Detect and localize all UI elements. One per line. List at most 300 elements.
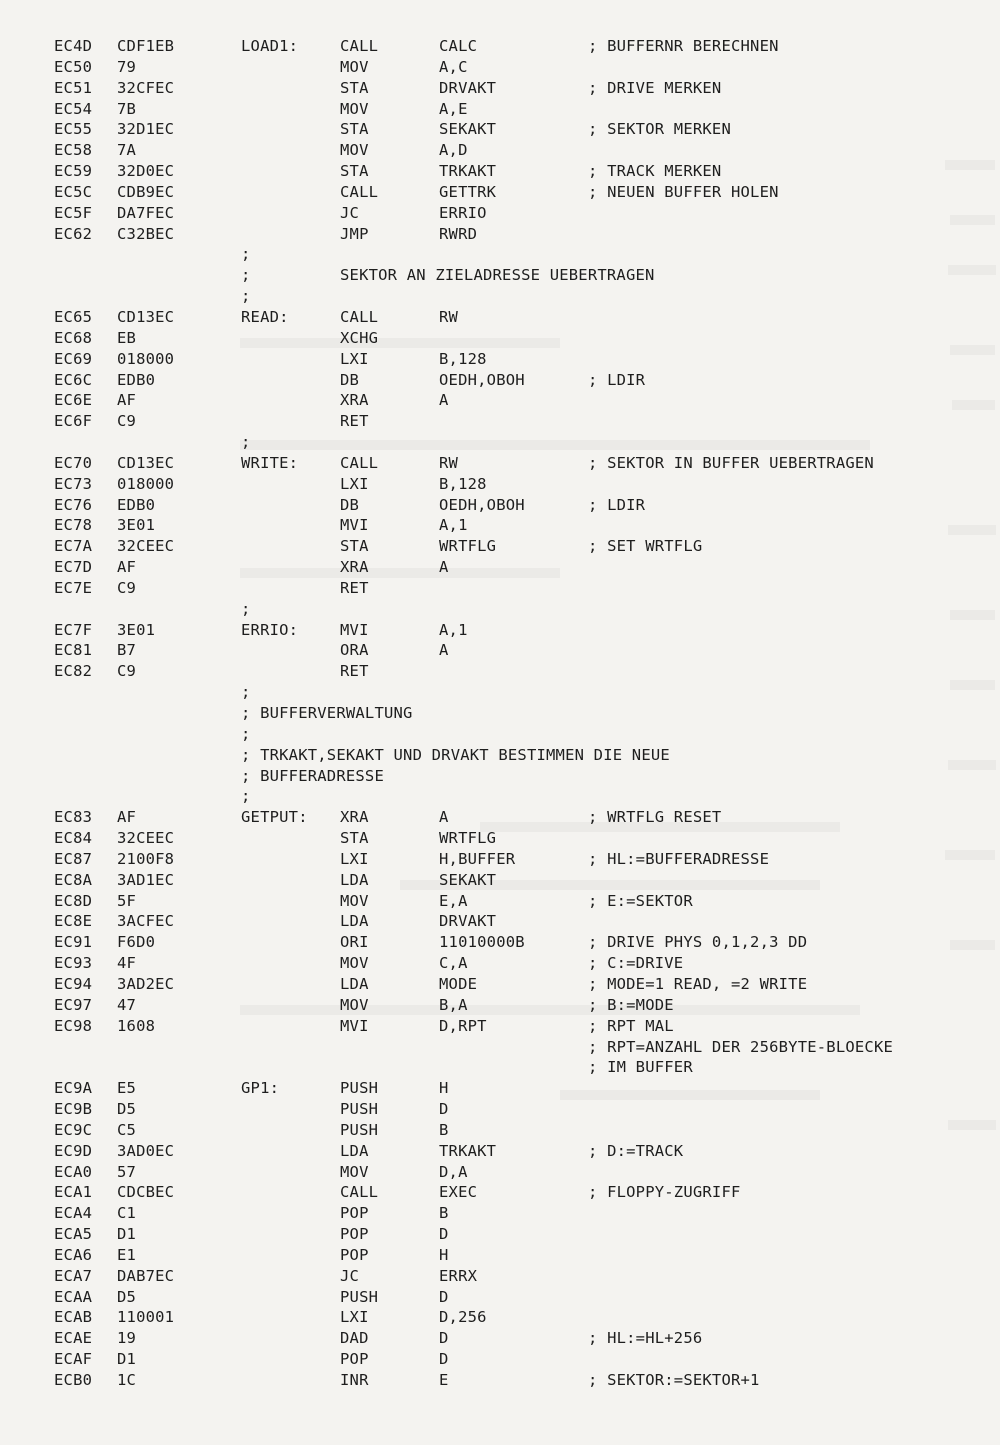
listing-line (0, 161, 1000, 182)
listing-line (0, 911, 1000, 932)
mnemonic: XRA (340, 391, 369, 410)
mnemonic: MOV (340, 891, 369, 910)
operand: B,128 (439, 474, 487, 493)
comment: ; SEKTOR MERKEN (588, 120, 731, 139)
listing-line (0, 1078, 1000, 1099)
operand: A,D (439, 141, 468, 160)
operand: ERRX (439, 1266, 478, 1285)
label: ; (241, 787, 251, 806)
machine-code: 3AD2EC (117, 974, 175, 993)
mnemonic: LDA (340, 1141, 369, 1160)
operand: OEDH,OBOH (439, 370, 525, 389)
listing-line (0, 119, 1000, 140)
listing-line (0, 1287, 1000, 1308)
listing-line (0, 828, 1000, 849)
address: EC87 (54, 849, 93, 868)
address: EC83 (54, 808, 93, 827)
operand: D (439, 1329, 449, 1348)
address: ECA4 (54, 1204, 93, 1223)
label: ; BUFFERADRESSE (241, 766, 384, 785)
machine-code: DA7FEC (117, 203, 175, 222)
label: ; BUFFERVERWALTUNG (241, 704, 413, 722)
mnemonic: ORI (340, 933, 369, 952)
address: ECAE (54, 1329, 93, 1348)
operand: D,256 (439, 1308, 487, 1327)
address: EC50 (54, 57, 93, 76)
address: EC9B (54, 1100, 93, 1119)
machine-code: D1 (117, 1350, 137, 1369)
mnemonic: STA (340, 120, 369, 139)
listing-line (0, 1203, 1000, 1224)
operand: TRKAKT (439, 162, 497, 181)
comment: ; D:=TRACK (588, 1141, 684, 1160)
machine-code: C9 (117, 412, 137, 431)
listing-line (0, 620, 1000, 641)
address: EC8E (54, 912, 93, 931)
address: EC9C (54, 1120, 93, 1139)
mnemonic: CALL (340, 182, 379, 201)
listing-line (0, 370, 1000, 391)
address: EC59 (54, 162, 93, 181)
label: ; (241, 683, 251, 702)
address: EC73 (54, 474, 93, 493)
mnemonic: RET (340, 662, 369, 681)
operand: SEKAKT (439, 870, 497, 889)
listing-line (0, 891, 1000, 912)
operand: A,1 (439, 620, 468, 639)
machine-code: 7A (117, 141, 137, 160)
comment: ; RPT=ANZAHL DER 256BYTE-BLOECKE (588, 1037, 894, 1056)
mnemonic: CALL (340, 37, 379, 55)
mnemonic: RET (340, 412, 369, 431)
machine-code: D1 (117, 1225, 137, 1244)
address: EC76 (54, 495, 93, 514)
address: EC7D (54, 558, 93, 577)
listing-line (0, 599, 1000, 620)
mnemonic: MVI (340, 516, 369, 535)
operand: A (439, 391, 449, 410)
listing-line (0, 1182, 1000, 1203)
machine-code: B7 (117, 641, 137, 660)
mnemonic: LDA (340, 974, 369, 993)
listing-line (0, 578, 1000, 599)
address: EC7E (54, 578, 93, 597)
comment: ; DRIVE MERKEN (588, 78, 722, 97)
listing-line (0, 265, 1000, 286)
comment: ; SET WRTFLG (588, 537, 703, 556)
listing-line (0, 140, 1000, 161)
mnemonic: POP (340, 1204, 369, 1223)
address: ECA6 (54, 1245, 93, 1264)
listing-line (0, 182, 1000, 203)
address: EC81 (54, 641, 93, 660)
mnemonic: PUSH (340, 1120, 379, 1139)
assembly-listing (0, 36, 1000, 1391)
label: GETPUT: (241, 808, 308, 827)
machine-code: 3E01 (117, 516, 156, 535)
mnemonic: RET (340, 578, 369, 597)
address: ECA1 (54, 1183, 93, 1202)
mnemonic: MOV (340, 995, 369, 1014)
machine-code: 32CFEC (117, 78, 175, 97)
machine-code: C32BEC (117, 224, 175, 243)
address: EC68 (54, 328, 93, 347)
address: EC70 (54, 453, 93, 472)
operand: DRVAKT (439, 78, 497, 97)
listing-line (0, 1037, 1000, 1058)
label: ; (241, 266, 251, 285)
listing-line (0, 411, 1000, 432)
mnemonic: LXI (340, 349, 369, 368)
listing-line (0, 203, 1000, 224)
machine-code: 3AD0EC (117, 1141, 175, 1160)
address: ECB0 (54, 1371, 93, 1389)
comment: ; LDIR (588, 495, 646, 514)
address: EC9A (54, 1079, 93, 1098)
listing-line (0, 1349, 1000, 1370)
label: READ: (241, 307, 289, 326)
operand: 11010000B (439, 933, 525, 952)
comment: ; E:=SEKTOR (588, 891, 693, 910)
operand: D (439, 1350, 449, 1369)
label: ; (241, 287, 251, 306)
mnemonic: DAD (340, 1329, 369, 1348)
operand: A,E (439, 99, 468, 118)
operand: H,BUFFER (439, 849, 516, 868)
mnemonic: LDA (340, 870, 369, 889)
listing-line (0, 244, 1000, 265)
address: ECAF (54, 1350, 93, 1369)
machine-code: 4F (117, 954, 137, 973)
listing-line (0, 557, 1000, 578)
operand: A (439, 808, 449, 827)
machine-code: E5 (117, 1079, 137, 1098)
listing-line (0, 57, 1000, 78)
label: ; (241, 599, 251, 618)
address: EC55 (54, 120, 93, 139)
address: EC9D (54, 1141, 93, 1160)
listing-line (0, 786, 1000, 807)
mnemonic: DB (340, 495, 360, 514)
mnemonic: STA (340, 829, 369, 848)
operand: E,A (439, 891, 468, 910)
address: EC8A (54, 870, 93, 889)
mnemonic: PUSH (340, 1079, 379, 1098)
machine-code: CDB9EC (117, 182, 175, 201)
mnemonic: JC (340, 1266, 360, 1285)
listing-line (0, 953, 1000, 974)
mnemonic: MOV (340, 1162, 369, 1181)
listing-line (0, 974, 1000, 995)
mnemonic: MOV (340, 141, 369, 160)
mnemonic: LXI (340, 1308, 369, 1327)
operand: B (439, 1204, 449, 1223)
comment: ; HL:=BUFFERADRESSE (588, 849, 770, 868)
address: EC51 (54, 78, 93, 97)
operand: C,A (439, 954, 468, 973)
mnemonic: STA (340, 162, 369, 181)
machine-code: EDB0 (117, 370, 156, 389)
mnemonic: MVI (340, 620, 369, 639)
comment: ; DRIVE PHYS 0,1,2,3 DD (588, 933, 808, 952)
operand: MODE (439, 974, 478, 993)
machine-code: AF (117, 391, 137, 410)
machine-code: 5F (117, 891, 137, 910)
mnemonic: XRA (340, 558, 369, 577)
listing-line (0, 766, 1000, 787)
machine-code: 110001 (117, 1308, 175, 1327)
listing-line (0, 1162, 1000, 1183)
mnemonic: MOV (340, 954, 369, 973)
comment: ; C:=DRIVE (588, 954, 684, 973)
operand: A,1 (439, 516, 468, 535)
operand: E (439, 1371, 449, 1389)
mnemonic: XCHG (340, 328, 379, 347)
operand: H (439, 1079, 449, 1098)
address: EC98 (54, 1016, 93, 1035)
address: EC7A (54, 537, 93, 556)
address: EC6F (54, 412, 93, 431)
machine-code: 32CEEC (117, 537, 175, 556)
listing-line (0, 390, 1000, 411)
operand: A (439, 641, 449, 660)
address: ECAA (54, 1287, 93, 1306)
machine-code: C1 (117, 1204, 137, 1223)
machine-code: E1 (117, 1245, 137, 1264)
listing-line (0, 432, 1000, 453)
mnemonic: POP (340, 1245, 369, 1264)
address: EC91 (54, 933, 93, 952)
mnemonic: CALL (340, 1183, 379, 1202)
machine-code: 57 (117, 1162, 137, 1181)
listing-line (0, 474, 1000, 495)
machine-code: CD13EC (117, 453, 175, 472)
address: ECA0 (54, 1162, 93, 1181)
operand: GETTRK (439, 182, 497, 201)
listing-line (0, 1141, 1000, 1162)
machine-code: 1608 (117, 1016, 156, 1035)
label: ; (241, 724, 251, 743)
address: EC78 (54, 516, 93, 535)
address: EC6C (54, 370, 93, 389)
machine-code: 018000 (117, 349, 175, 368)
address: ECAB (54, 1308, 93, 1327)
operand: B (439, 1120, 449, 1139)
machine-code: 3E01 (117, 620, 156, 639)
machine-code: 32CEEC (117, 829, 175, 848)
machine-code: C9 (117, 578, 137, 597)
address: EC62 (54, 224, 93, 243)
address: ECA7 (54, 1266, 93, 1285)
label: ; (241, 245, 251, 264)
listing-line (0, 1370, 1000, 1391)
comment: ; NEUEN BUFFER HOLEN (588, 182, 779, 201)
comment: ; WRTFLG RESET (588, 808, 722, 827)
mnemonic: JMP (340, 224, 369, 243)
address: ECA5 (54, 1225, 93, 1244)
listing-line (0, 745, 1000, 766)
machine-code: F6D0 (117, 933, 156, 952)
machine-code: 19 (117, 1329, 137, 1348)
listing-line (0, 1328, 1000, 1349)
listing-line (0, 453, 1000, 474)
operand: A,C (439, 57, 468, 76)
machine-code: 79 (117, 57, 137, 76)
operand: WRTFLG (439, 829, 497, 848)
label: LOAD1: (241, 37, 299, 55)
label: GP1: (241, 1079, 280, 1098)
listing-line (0, 1099, 1000, 1120)
machine-code: 2100F8 (117, 849, 175, 868)
mnemonic: PUSH (340, 1100, 379, 1119)
mnemonic: ORA (340, 641, 369, 660)
label: ; TRKAKT,SEKAKT UND DRVAKT BESTIMMEN DIE NEUE (241, 745, 670, 764)
operand: WRTFLG (439, 537, 497, 556)
mnemonic: CALL (340, 453, 379, 472)
address: EC97 (54, 995, 93, 1014)
comment: ; FLOPPY-ZUGRIFF (588, 1183, 741, 1202)
listing-line (0, 1266, 1000, 1287)
comment: ; IM BUFFER (588, 1058, 693, 1077)
machine-code: 1C (117, 1371, 137, 1389)
mnemonic: INR (340, 1371, 369, 1389)
listing-line (0, 99, 1000, 120)
machine-code: CDCBEC (117, 1183, 175, 1202)
operand: B,A (439, 995, 468, 1014)
machine-code: D5 (117, 1287, 137, 1306)
machine-code: AF (117, 558, 137, 577)
operand: EXEC (439, 1183, 478, 1202)
mnemonic: CALL (340, 307, 379, 326)
address: EC84 (54, 829, 93, 848)
listing-line (0, 536, 1000, 557)
operand: SEKAKT (439, 120, 497, 139)
mnemonic: XRA (340, 808, 369, 827)
mnemonic: MOV (340, 57, 369, 76)
machine-code: 018000 (117, 474, 175, 493)
comment: ; SEKTOR IN BUFFER UEBERTRAGEN (588, 453, 874, 472)
label: ; (241, 433, 251, 452)
machine-code: CD13EC (117, 307, 175, 326)
label: ERRIO: (241, 620, 299, 639)
listing-line (0, 495, 1000, 516)
mnemonic: POP (340, 1350, 369, 1369)
listing-line (0, 932, 1000, 953)
label: WRITE: (241, 453, 299, 472)
listing-line (0, 995, 1000, 1016)
listing-line (0, 349, 1000, 370)
operand: DRVAKT (439, 912, 497, 931)
address: EC4D (54, 37, 93, 55)
listing-line (0, 849, 1000, 870)
machine-code: 32D1EC (117, 120, 175, 139)
operand: TRKAKT (439, 1141, 497, 1160)
comment: ; B:=MODE (588, 995, 674, 1014)
operand: RWRD (439, 224, 478, 243)
machine-code: 7B (117, 99, 137, 118)
mnemonic: JC (340, 203, 360, 222)
machine-code: 32D0EC (117, 162, 175, 181)
listing-line (0, 807, 1000, 828)
machine-code: 47 (117, 995, 137, 1014)
machine-code: EDB0 (117, 495, 156, 514)
machine-code: CDF1EB (117, 37, 175, 55)
comment: ; BUFFERNR BERECHNEN (588, 37, 779, 55)
listing-line (0, 1016, 1000, 1037)
listing-line (0, 515, 1000, 536)
comment: ; MODE=1 READ, =2 WRITE (588, 974, 808, 993)
comment: ; LDIR (588, 370, 646, 389)
machine-code: D5 (117, 1100, 137, 1119)
address: EC5F (54, 203, 93, 222)
mnemonic: MVI (340, 1016, 369, 1035)
address: EC94 (54, 974, 93, 993)
mnemonic: POP (340, 1225, 369, 1244)
comment: ; RPT MAL (588, 1016, 674, 1035)
machine-code: 3ACFEC (117, 912, 175, 931)
address: EC8D (54, 891, 93, 910)
mnemonic: LXI (340, 474, 369, 493)
listing-line (0, 1057, 1000, 1078)
address: EC93 (54, 954, 93, 973)
mnemonic: PUSH (340, 1287, 379, 1306)
operand: D,RPT (439, 1016, 487, 1035)
address: EC54 (54, 99, 93, 118)
address: EC7F (54, 620, 93, 639)
listing-line (0, 286, 1000, 307)
listing-line (0, 724, 1000, 745)
operand: OEDH,OBOH (439, 495, 525, 514)
mnemonic: DB (340, 370, 360, 389)
operand: B,128 (439, 349, 487, 368)
address: EC6E (54, 391, 93, 410)
operand: D,A (439, 1162, 468, 1181)
listing-line (0, 328, 1000, 349)
operand: D (439, 1287, 449, 1306)
address: EC82 (54, 662, 93, 681)
comment: ; TRACK MERKEN (588, 162, 722, 181)
listing-line (0, 870, 1000, 891)
comment: ; SEKTOR:=SEKTOR+1 (588, 1371, 760, 1389)
machine-code: C5 (117, 1120, 137, 1139)
address: EC65 (54, 307, 93, 326)
operand: D (439, 1225, 449, 1244)
operand: D (439, 1100, 449, 1119)
address: EC58 (54, 141, 93, 160)
listing-line (0, 703, 1000, 724)
comment: ; HL:=HL+256 (588, 1329, 703, 1348)
address: EC69 (54, 349, 93, 368)
listing-line (0, 78, 1000, 99)
operand: H (439, 1245, 449, 1264)
listing-line (0, 1307, 1000, 1328)
machine-code: C9 (117, 662, 137, 681)
operand: RW (439, 453, 459, 472)
listing-line (0, 307, 1000, 328)
mnemonic: MOV (340, 99, 369, 118)
mnemonic: SEKTOR AN ZIELADRESSE UEBERTRAGEN (340, 266, 655, 285)
listing-line (0, 36, 1000, 57)
mnemonic: LXI (340, 849, 369, 868)
machine-code: AF (117, 808, 137, 827)
machine-code: EB (117, 328, 137, 347)
mnemonic: LDA (340, 912, 369, 931)
listing-line (0, 661, 1000, 682)
operand: RW (439, 307, 459, 326)
operand: CALC (439, 37, 478, 55)
listing-line (0, 1224, 1000, 1245)
machine-code: DAB7EC (117, 1266, 175, 1285)
